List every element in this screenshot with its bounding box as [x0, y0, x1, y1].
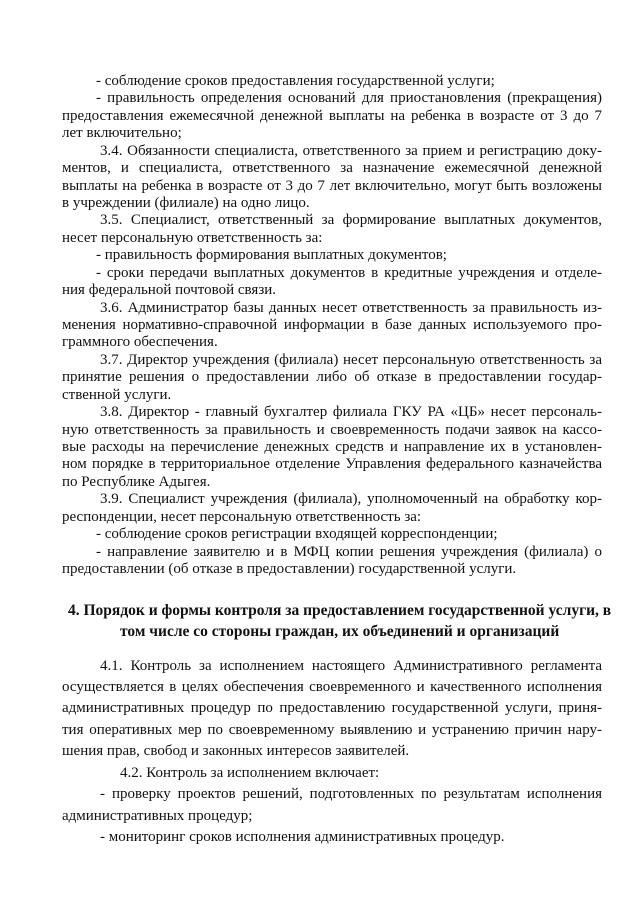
text-line: 4.1. Контроль за исполнением настоящего Административного регламента — [100, 658, 602, 674]
text-line: ментов, и специалиста, ответственного за назначение ежемесячной денежной — [62, 160, 602, 176]
text-line: предоставлении (об отказе в предоставлении) государственной услуги. — [62, 561, 517, 577]
text-line: 3.8. Директор - главный бухгалтер филиала ГКУ РА «ЦБ» несет персональ- — [100, 404, 602, 420]
text-line: выплаты на ребенка в возрасте от 3 до 7 лет включительно, могут быть возложены — [62, 178, 602, 194]
text-line: 3.6. Администратор базы данных несет ответственность за правильность из- — [100, 300, 602, 316]
text-line: менения нормативно-справочной информации в базе данных используемого про- — [62, 317, 602, 333]
text-line: 4.2. Контроль за исполнением включает: — [120, 765, 380, 781]
text-line: вые расходы на перечисление денежных средств и направление их в установлен- — [62, 439, 602, 455]
text-line: 3.4. Обязанности специалиста, ответственного за прием и регистрацию доку- — [100, 143, 602, 159]
text-line: тия оперативных мер по своевременному выявлению и устранению причин нару- — [62, 722, 602, 738]
text-line: по Республике Адыгея. — [62, 474, 211, 490]
text-line: ния федеральной почтовой связи. — [62, 282, 277, 298]
text-line: административных процедур по предоставлению государственной услуги, приня- — [62, 700, 602, 716]
text-line: - направление заявителю и в МФЦ копии решения учреждения (филиала) о — [96, 544, 602, 560]
text-line: - соблюдение сроков предоставления государственной услуги; — [96, 73, 495, 89]
text-line: ную ответственность за правильность и своевременность подачи заявок на кассо- — [62, 422, 602, 438]
text-line: предоставления ежемесячной денежной выплаты на ребенка в возрасте от 3 до 7 — [62, 108, 602, 124]
text-line: респонденции, несет персональную ответственность за: — [62, 509, 422, 525]
text-line: - соблюдение сроков регистрации входящей корреспонденции; — [96, 526, 498, 542]
text-line: 3.7. Директор учреждения (филиала) несет персональную ответственность за — [100, 352, 602, 368]
text-line: осуществляется в целях обеспечения своевременного и качественного исполнения — [62, 679, 602, 695]
section-heading-line-2: том числе со стороны граждан, их объединений и организаций — [120, 623, 560, 640]
text-line: административных процедур; — [62, 808, 253, 824]
text-line: несет персональную ответственность за: — [62, 230, 323, 246]
text-line: шения прав, свобод и законных интересов заявителей. — [62, 743, 410, 759]
text-line: 3.5. Специалист, ответственный за формирование выплатных документов, — [100, 212, 602, 228]
text-line: лет включительно; — [62, 125, 182, 141]
text-line: - мониторинг сроков исполнения административных процедур. — [100, 829, 505, 845]
text-line: - проверку проектов решений, подготовленных по результатам исполнения — [100, 786, 602, 802]
text-line: - правильность определения оснований для приостановления (прекращения) — [96, 90, 602, 106]
text-line: - сроки передачи выплатных документов в кредитные учреждения и отделе- — [96, 265, 602, 281]
text-line: в учреждении (филиале) на одно лицо. — [62, 195, 310, 211]
text-line: ном порядке в территориальное отделение Управления федерального казначейства — [62, 456, 602, 472]
text-line: граммного обеспечения. — [62, 334, 218, 350]
text-line: 3.9. Специалист учреждения (филиала), уполномоченный на обработку кор- — [100, 491, 602, 507]
text-line: ственной услуги. — [62, 387, 172, 403]
section-heading-line-1: 4. Порядок и формы контроля за предоставлением государственной услуги, в — [68, 602, 612, 619]
text-line: принятие решения о предоставлении либо об отказе в предоставлении государ- — [62, 369, 602, 385]
text-line: - правильность формирования выплатных документов; — [96, 247, 447, 263]
